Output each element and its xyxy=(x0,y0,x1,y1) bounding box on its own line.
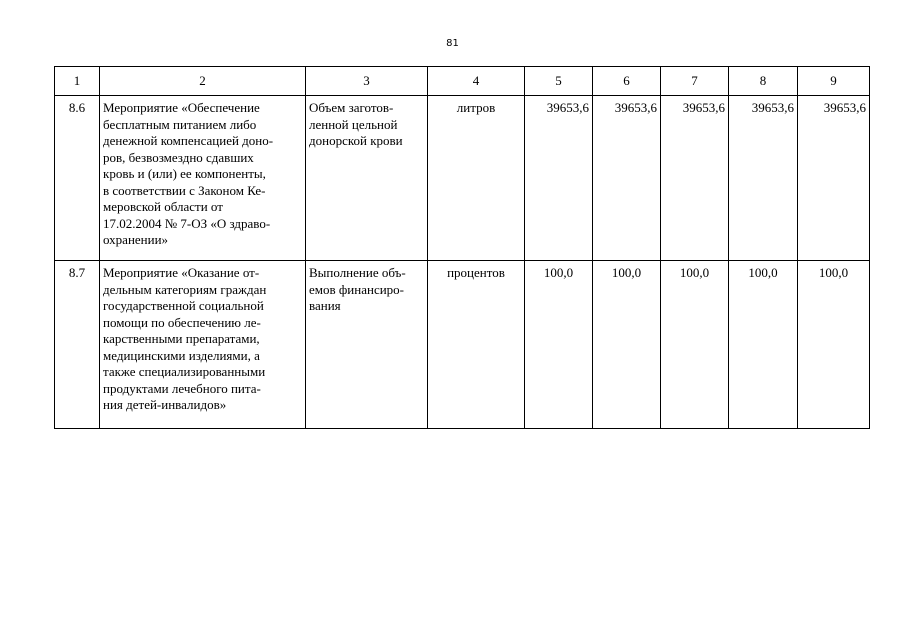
indicator-line: вания xyxy=(309,298,341,313)
row-number: 8.7 xyxy=(55,261,100,429)
event-line: дельным категориям граждан xyxy=(103,281,267,297)
event-line: государственной социальной xyxy=(103,298,264,313)
indicator-value: 100,0 xyxy=(593,261,661,429)
event-line: кровь и (или) ее компоненты, xyxy=(103,166,266,181)
table-row xyxy=(55,96,870,261)
indicator-value: 39653,6 xyxy=(661,96,729,261)
indicator-line: ленной цельной xyxy=(309,116,398,132)
indicator-name xyxy=(306,261,428,429)
column-header: 3 xyxy=(306,67,428,96)
unit-of-measure: литров xyxy=(428,96,525,261)
unit-of-measure: процентов xyxy=(428,261,525,429)
indicator-line: емов финансиро- xyxy=(309,281,405,297)
indicator-value: 100,0 xyxy=(525,261,593,429)
column-header: 2 xyxy=(100,67,306,96)
indicator-line: донорской крови xyxy=(309,133,403,148)
event-description xyxy=(100,96,306,261)
event-line: ния детей-инвалидов» xyxy=(103,397,227,412)
indicator-value: 39653,6 xyxy=(593,96,661,261)
column-header: 5 xyxy=(525,67,593,96)
column-header: 7 xyxy=(661,67,729,96)
table-row xyxy=(55,261,870,429)
event-line: Мероприятие «Обеспечение xyxy=(103,100,260,115)
column-header: 4 xyxy=(428,67,525,96)
event-line: медицинскими изделиями, а xyxy=(103,347,260,363)
indicator-value: 100,0 xyxy=(661,261,729,429)
event-line: карственными препаратами, xyxy=(103,331,260,346)
event-line: в соответствии с Законом Ке- xyxy=(103,182,266,198)
indicator-name xyxy=(306,96,428,261)
event-line: денежной компенсацией доно- xyxy=(103,133,274,148)
event-line: Мероприятие «Оказание от- xyxy=(103,265,260,280)
indicators-table xyxy=(54,66,870,429)
indicator-value: 100,0 xyxy=(798,261,870,429)
column-header: 6 xyxy=(593,67,661,96)
event-line: продуктами лечебного пита- xyxy=(103,380,261,396)
table-header-row xyxy=(55,67,870,96)
column-header: 1 xyxy=(55,67,100,96)
event-description xyxy=(100,261,306,429)
event-line: ров, безвозмездно сдавших xyxy=(103,149,254,165)
indicator-value: 39653,6 xyxy=(729,96,798,261)
indicator-line: Выполнение объ- xyxy=(309,265,406,280)
column-header: 9 xyxy=(798,67,870,96)
indicator-value: 39653,6 xyxy=(525,96,593,261)
event-line: помощи по обеспечению ле- xyxy=(103,314,261,330)
event-line: бесплатным питанием либо xyxy=(103,116,257,132)
row-number: 8.6 xyxy=(55,96,100,261)
page-number: 81 xyxy=(446,38,459,49)
indicator-line: Объем заготов- xyxy=(309,100,394,115)
column-header: 8 xyxy=(729,67,798,96)
indicator-value: 100,0 xyxy=(729,261,798,429)
event-line: также специализированными xyxy=(103,364,266,379)
indicator-value: 39653,6 xyxy=(798,96,870,261)
event-line: меровской области от xyxy=(103,199,223,214)
event-line: охранении» xyxy=(103,232,169,247)
event-line: 17.02.2004 № 7-ОЗ «О здраво- xyxy=(103,215,271,231)
